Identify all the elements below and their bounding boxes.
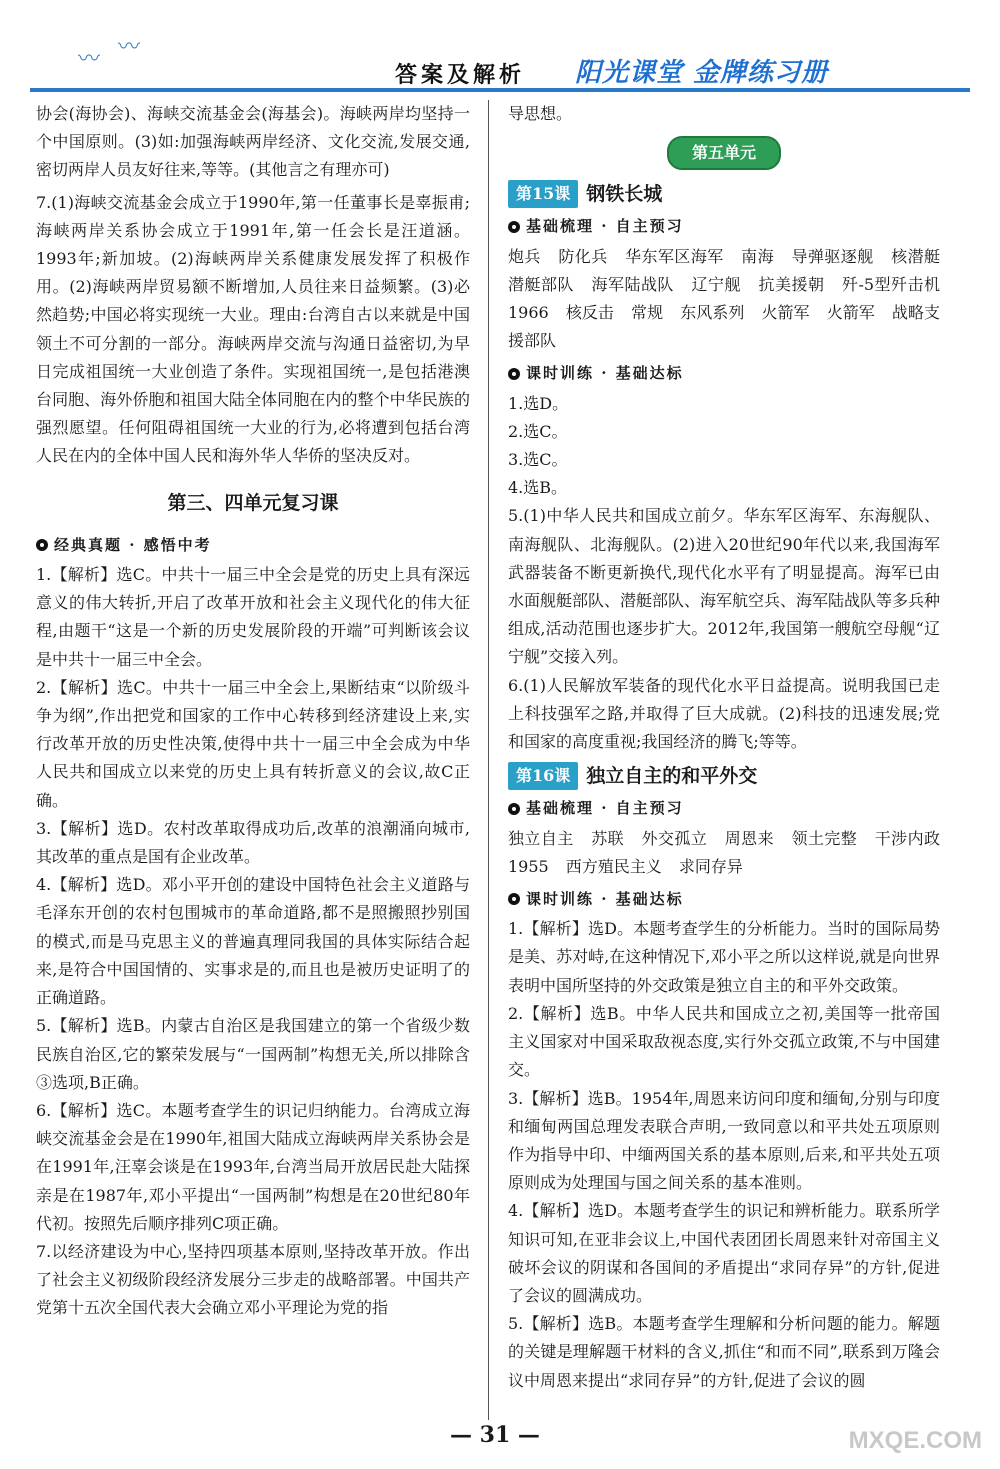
answer-item: 2.【解析】选C。中共十一届三中全会上,果断结束“以阶级斗争为纲”,作出把党和国家的工作中心转移到经济建设上来,实行改革开放的历史性决策,使得中共十一届三中全会成为中华人民共和国成立以来党的历史上具有转折意义的会议,故C正确。 [36,677,470,810]
lesson-number: 第16课 [508,762,578,790]
page-number: — 31 — [450,1422,540,1448]
answer-item: 1.【解析】选D。本题考查学生的分析能力。当时的国际局势是美、苏对峙,在这种情况下,邓小平之所以这样说,就是向世界表明中国所坚持的外交政策是独立自主的和平外交政策。 [508,919,940,995]
answer-item: 3.选C。 [508,450,568,470]
subsection-heading [508,212,940,240]
lesson-title: 钢铁长城 [586,183,663,206]
header-rule [30,88,970,92]
answer-item: 2.【解析】选B。中华人民共和国成立之初,美国等一批帝国主义国家对中国采取敌视态度,实行外交孤立政策,不与中国建交。 [508,1003,940,1080]
subsection-heading [36,531,470,559]
answer-item: 4.选B。 [508,478,568,498]
lesson-title: 独立自主的和平外交 [586,765,758,788]
answer-item: 1.选D。 [508,393,569,413]
lesson-number: 第15课 [508,180,578,208]
brand-logo: 阳光课堂 金牌练习册 [575,58,829,88]
subsection-label: 基础梳理 · 自主预习 [526,217,684,236]
answer-item: 3.【解析】选D。农村改革取得成功后,改革的浪潮涌向城市,其改革的重点是国有企业改革。 [36,818,470,867]
bullet-icon [508,803,520,815]
answer-item: 5.(1)中华人民共和国成立前夕。华东军区海军、东海舰队、南海舰队、北海舰队。(2)进入20世纪90年代以来,我国海军武器装备不断更新换代,现代化水平有了明显提高。海军已由水面舰艇部队、潜艇部队、海军航空兵、海军陆战队等多兵种组成,活动范围也逐步扩大。2012年,我国第一艘航空母舰“辽宁舰”交接入列。 [508,506,941,667]
page-header [0,0,1000,100]
answer-paragraph: 协会(海协会)、海峡交流基金会(海基会)。海峡两岸均坚持一个中国原则。(3)如:加强海峡两岸经济、文化交流,发展交通,密切两岸人员友好往来,等等。(其他言之有理亦可) [36,104,470,180]
right-column [508,100,940,1395]
bird-icon: 〰 [118,35,141,60]
section-title: 第三、四单元复习课 [167,491,339,514]
subsection-heading [508,885,940,913]
answer-item: 3.【解析】选B。1954年,周恩来访问印度和缅甸,分别与印度和缅甸两国总理发表联合声明,一致同意以和平共处五项原则作为指导中印、中缅两国关系的基本原则,后来,和平共处五项原则成为处理国与国之间关系的基本准则。 [508,1088,940,1193]
answer-item: 4.【解析】选D。邓小平开创的建设中国特色社会主义道路与毛泽东开创的农村包围城市的革命道路,都不是照搬照抄别国的模式,而是马克思主义的普遍真理同我国的具体实际结合起来,是符合中国国情的、实事求是的,而且也是被历史证明了的正确道路。 [36,875,470,1008]
header-title: 答案及解析 [395,62,526,88]
subsection-heading [508,359,940,387]
subsection-label: 基础梳理 · 自主预习 [526,799,684,818]
subsection-label: 课时训练 · 基础达标 [526,364,684,383]
answer-item: 6.(1)人民解放军装备的现代化水平日益提高。说明我国已走上科技强军之路,并取得了巨大成就。(2)科技的迅速发展;党和国家的高度重视;我国经济的腾飞;等等。 [508,675,940,752]
bird-icon: 〰 [78,47,101,72]
answer-item: 5.【解析】选B。内蒙古自治区是我国建立的第一个省级少数民族自治区,它的繁荣发展与“一国两制”构想无关,所以排除含③选项,B正确。 [36,1016,470,1092]
subsection-label: 经典真题 · 感悟中考 [54,535,212,554]
answer-paragraph: 导思想。 [508,104,573,123]
bullet-icon [508,893,520,905]
subsection-label: 课时训练 · 基础达标 [526,890,684,909]
keyword-list: 独立自主 苏联 外交孤立 周恩来 领土完整 干涉内政 1955 西方殖民主义 求同存异 [508,828,940,876]
lesson-heading [508,180,940,208]
left-column [36,100,470,1323]
bullet-icon [36,539,48,551]
answer-item: 4.【解析】选D。本题考查学生的识记和辨析能力。联系所学知识可知,在亚非会议上,中国代表团团长周恩来针对帝国主义破坏会议的阴谋和各国间的矛盾提出“求同存异”的方针,促进了会议的圆满成功。 [508,1201,940,1305]
subsection-heading [508,794,940,822]
answer-item: 7.(1)海峡交流基金会成立于1990年,第一任董事长是辜振甫;海峡两岸关系协会成立于1991年,第一任会长是汪道涵。1993年;新加坡。(2)海峡两岸关系健康发展发挥了积极作用。(2)海峡两岸贸易额不断增加,人员往来日益频繁。(3)必然趋势;中国必将实现统一大业。理由:台湾自古以来就是中国领土不可分割的一部分。海峡两岸交流与沟通日益密切,为早日完成祖国统一大业创造了条件。实现祖国统一,是包括港澳台同胞、海外侨胞和祖国大陆全体同胞在内的整个中华民族的强烈愿望。任何阻碍祖国统一大业的行为,必将遭到包括台湾人民在内的全体中国人民和海外华人华侨的坚决反对。 [36,192,470,466]
answer-item: 6.【解析】选C。本题考查学生的识记归纳能力。台湾成立海峡交流基金会是在1990年,祖国大陆成立海峡两岸关系协会是在1991年,汪辜会谈是在1993年,台湾当局开放居民赴大陆探亲是在1987年,邓小平提出“一国两制”构想是在20世纪80年代初。按照先后顺序排列C项正确。 [36,1100,470,1233]
answer-item: 7.以经济建设为中心,坚持四项基本原则,坚持改革开放。作出了社会主义初级阶段经济发展分三步走的战略部署。中国共产党第十五次全国代表大会确立邓小平理论为党的指 [36,1241,470,1318]
keyword-list: 炮兵 防化兵 华东军区海军 南海 导弹驱逐舰 核潜艇 潜艇部队 海军陆战队 辽宁舰 抗美援朝 歼-5型歼击机 1966 核反击 常规 东风系列 火箭军 火箭军 战略支援部队 [508,246,940,351]
answer-item: 2.选C。 [508,421,568,441]
watermark: MXQE.COM [848,1427,982,1454]
bullet-icon [508,221,520,233]
answer-item: 5.【解析】选B。本题考查学生理解和分析问题的能力。解题的关键是理解题干材料的含义,抓住“和而不同”,联系到万隆会议中周恩来提出“求同存异”的方针,促进了会议的圆 [508,1314,940,1390]
answer-item: 1.【解析】选C。中共十一届三中全会是党的历史上具有深远意义的伟大转折,开启了改革开放和社会主义现代化的伟大征程,由题干“这是一个新的历史发展阶段的开端”可判断该会议是中共十一届三中全会。 [36,565,470,669]
unit-badge: 第五单元 [667,136,781,170]
column-divider [488,100,489,1420]
bullet-icon [508,368,520,380]
lesson-heading [508,762,940,790]
